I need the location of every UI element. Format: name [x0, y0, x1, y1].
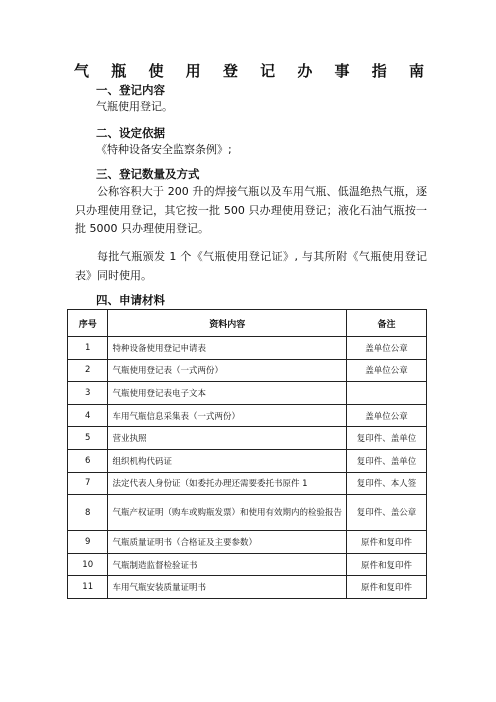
cell-no: 4: [68, 404, 108, 427]
table-header-row: [68, 310, 427, 337]
cell-note: 盖单位公章: [347, 337, 427, 360]
cell-no: 8: [68, 495, 108, 531]
table-row: [68, 472, 427, 495]
cell-note: 复印件、盖公章: [347, 495, 427, 531]
materials-table: [67, 309, 427, 599]
title-char: 指: [371, 62, 387, 80]
section-heading-materials: 四、申请材料: [96, 293, 165, 307]
cell-no: 6: [68, 449, 108, 472]
table-row: [68, 449, 427, 472]
cell-note: 复印件、盖单位: [347, 449, 427, 472]
table-row: [68, 337, 427, 360]
cell-item: 气瓶使用登记表电子文本: [108, 382, 347, 405]
section-heading-basis: 二、设定依据: [96, 126, 165, 140]
table-row: [68, 382, 427, 405]
header-note: 备注: [347, 310, 427, 337]
paragraph-quantity-method: 公称容积大于 200 升的焊接气瓶以及车用气瓶、低温绝热气瓶，逐只办理使用登记，其它按一批 500 只办理使用登记；液化石油气瓶按一批 5000 只办理使用登记。: [75, 185, 427, 235]
table-row: [68, 553, 427, 576]
cell-note: 盖单位公章: [347, 359, 427, 382]
cell-no: 1: [68, 337, 108, 360]
title-char: 用: [185, 62, 201, 80]
table-row: [68, 576, 427, 599]
section-heading-quantity: 三、登记数量及方式: [96, 167, 200, 181]
cell-no: 11: [68, 576, 108, 599]
cell-item: 法定代表人身份证（如委托办理还需要委托书原件 1: [108, 472, 347, 495]
cell-item: 气瓶制造监督检验证书: [108, 553, 347, 576]
title-char: 气: [74, 62, 90, 80]
cell-note: 原件和复印件: [347, 531, 427, 554]
cell-item: 车用气瓶信息采集表（一式两份）: [108, 404, 347, 427]
cell-no: 10: [68, 553, 108, 576]
cell-item: 组织机构代码证: [108, 449, 347, 472]
section-text-content: 气瓶使用登记。: [96, 100, 173, 113]
title-char: 瓶: [111, 62, 127, 80]
cell-item: 气瓶质量证明书（合格证及主要参数）: [108, 531, 347, 554]
title-char: 事: [334, 62, 350, 80]
page-title: [74, 60, 424, 81]
table-row: [68, 495, 427, 531]
table-row: [68, 427, 427, 450]
cell-note: 原件和复印件: [347, 553, 427, 576]
table-row: [68, 531, 427, 554]
cell-item: 营业执照: [108, 427, 347, 450]
cell-no: 2: [68, 359, 108, 382]
header-item: 资料内容: [108, 310, 347, 337]
table-row: [68, 404, 427, 427]
header-no: 序号: [68, 310, 108, 337]
cell-item: 气瓶使用登记表（一式两份）: [108, 359, 347, 382]
title-char: 使: [148, 62, 164, 80]
cell-note: [347, 382, 427, 405]
cell-note: 复印件、盖单位: [347, 427, 427, 450]
table-row: [68, 359, 427, 382]
title-char: 南: [408, 62, 424, 80]
cell-no: 7: [68, 472, 108, 495]
title-char: 记: [260, 62, 276, 80]
cell-item: 特种设备使用登记申请表: [108, 337, 347, 360]
cell-note: 复印件、本人签: [347, 472, 427, 495]
section-text-basis: 《特种设备安全监察条例》;: [96, 143, 232, 156]
cell-item: 气瓶产权证明（购车或购瓶发票）和使用有效期内的检验报告: [108, 495, 347, 531]
cell-note: 原件和复印件: [347, 576, 427, 599]
title-char: 办: [297, 62, 313, 80]
cell-no: 3: [68, 382, 108, 405]
cell-no: 5: [68, 427, 108, 450]
cell-no: 9: [68, 531, 108, 554]
paragraph-certificate: 每批气瓶颁发 1 个《气瓶使用登记证》, 与其所附《气瓶使用登记表》同时使用。: [75, 250, 427, 282]
cell-item: 车用气瓶安装质量证明书: [108, 576, 347, 599]
cell-note: 盖单位公章: [347, 404, 427, 427]
title-char: 登: [222, 62, 238, 80]
section-heading-content: 一、登记内容: [96, 83, 165, 97]
